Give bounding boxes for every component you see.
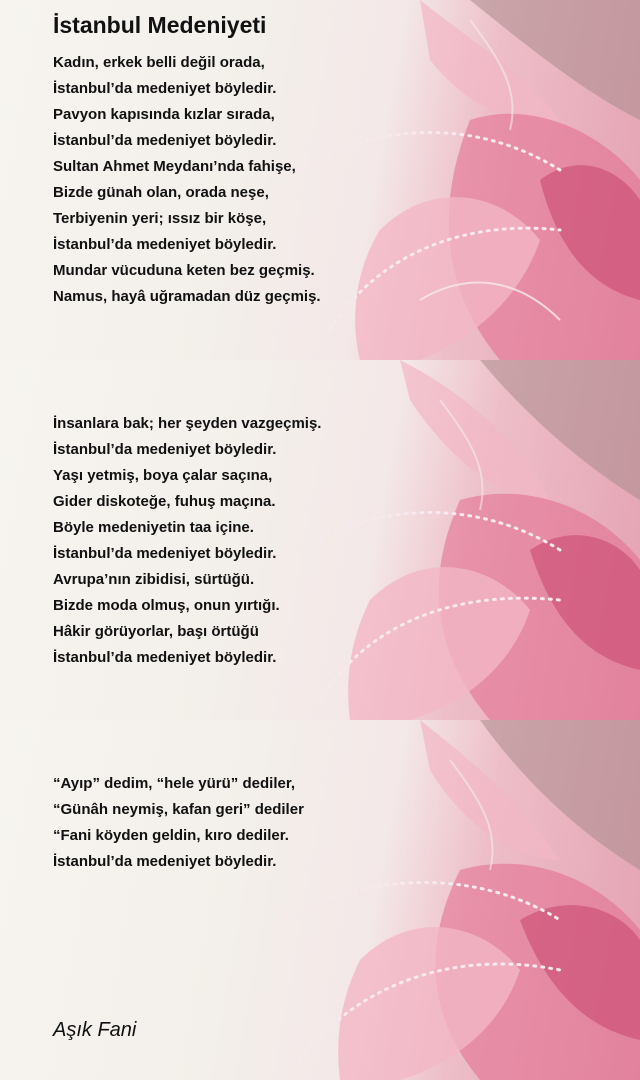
poem-line: İstanbul’da medeniyet böyledir. [53,853,277,870]
poem-line: “Günâh neymiş, kafan geri” dediler [53,801,304,818]
poem-line: Namus, hayâ uğramadan düz geçmiş. [53,288,321,305]
poem-title: İstanbul Medeniyeti [53,12,267,38]
poem-line: “Ayıp” dedim, “hele yürü” dediler, [53,775,295,792]
poem-author: Aşık Fani [53,1019,137,1041]
stanza-3 [53,771,304,875]
poem-line: Bizde günah olan, orada neşe, [53,184,269,201]
poem-line: İstanbul’da medeniyet böyledir. [53,649,277,666]
poem-line: Böyle medeniyetin taa içine. [53,519,254,536]
poem-line: Mundar vücuduna keten bez geçmiş. [53,262,315,279]
poem-line: Gider diskoteğe, fuhuş maçına. [53,493,276,510]
poem-line: İstanbul’da medeniyet böyledir. [53,80,277,97]
poem-line: İstanbul’da medeniyet böyledir. [53,441,277,458]
poem-line: Terbiyenin yeri; ıssız bir köşe, [53,210,267,227]
poem-line: İnsanlara bak; her şeyden vazgeçmiş. [53,415,322,432]
poem-line: İstanbul’da medeniyet böyledir. [53,132,277,149]
stanza-1 [53,50,321,310]
stanza-2 [53,411,321,671]
poem-line: Sultan Ahmet Meydanı’nda fahişe, [53,158,296,175]
poem-line: Hâkir görüyorlar, başı örtüğü [53,623,259,640]
poem-line: İstanbul’da medeniyet böyledir. [53,236,277,253]
poem-line: Pavyon kapısında kızlar sırada, [53,106,275,123]
poem-line: İstanbul’da medeniyet böyledir. [53,545,277,562]
poem-line: Kadın, erkek belli değil orada, [53,54,265,71]
poem-line: Avrupa’nın zibidisi, sürtüğü. [53,571,255,588]
poem-line: Bizde moda olmuş, onun yırtığı. [53,597,280,614]
poem-line: “Fani köyden geldin, kıro dediler. [53,827,289,844]
poem-line: Yaşı yetmiş, boya çalar saçına, [53,467,273,484]
